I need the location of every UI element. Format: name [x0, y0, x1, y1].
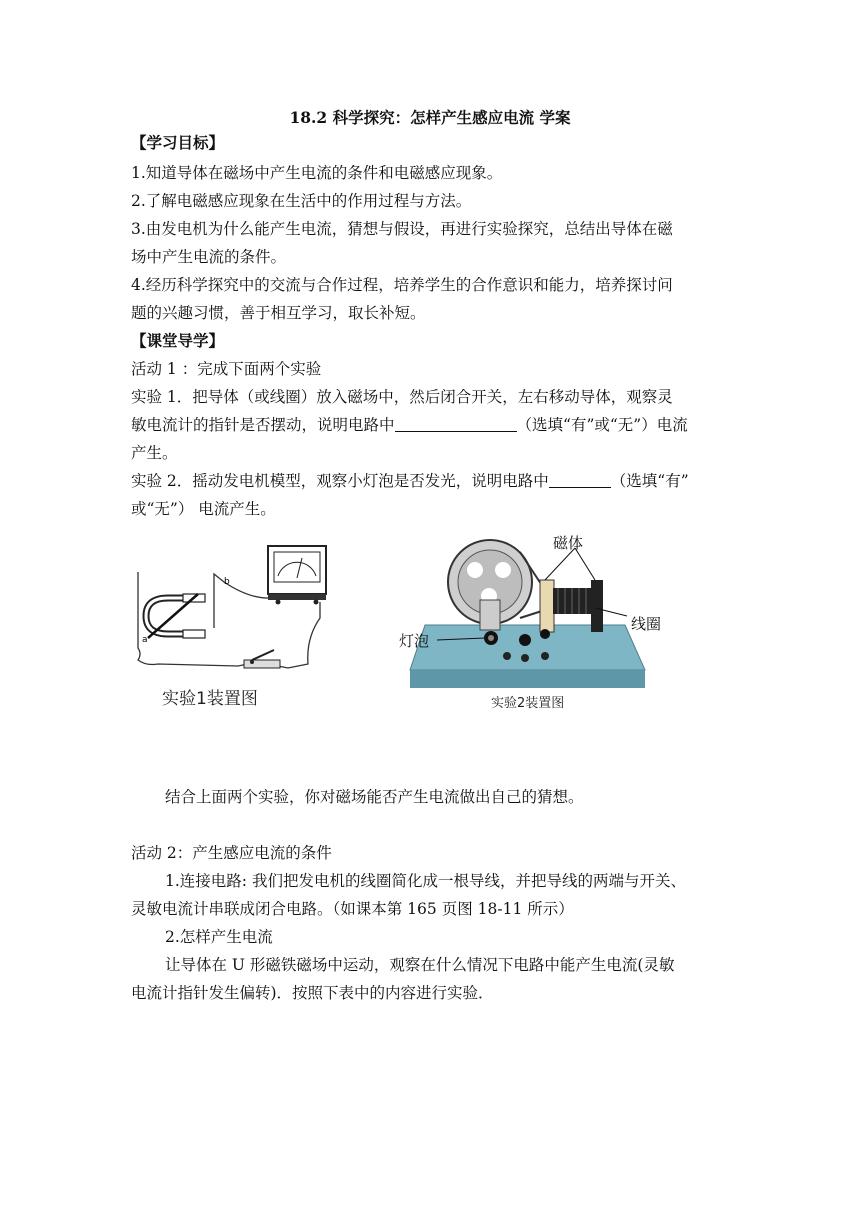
goal-4-line2: 题的兴趣习惯，善于相互学习，取长补短。 [131, 304, 426, 322]
page-title: 18.2 科学探究：怎样产生感应电流 学案 [289, 108, 571, 127]
activity-2-p1-line2: 灵敏电流计串联成闭合电路。（如课本第 165 页图 18-11 所示） [131, 900, 574, 918]
activity-2-p2: 2.怎样产生电流 [165, 928, 273, 946]
experiment-1-answer-blank[interactable] [395, 415, 517, 432]
activity-2-p3-line1: 让导体在 U 形磁铁磁场中运动，观察在什么情况下电路中能产生电流(灵敏 [165, 956, 675, 974]
activity-2-p3-line2: 电流计指针发生偏转)．按照下表中的内容进行实验． [131, 984, 494, 1002]
label-b: b [224, 577, 230, 587]
guess-prompt: 结合上面两个实验，你对磁场能否产生电流做出自己的猜想。 [165, 788, 584, 806]
switch-icon [244, 650, 280, 668]
experiment-2-text-pre: 实验 2．摇动发电机模型，观察小灯泡是否发光，说明电路中 [131, 472, 549, 490]
experiment-1-line2 [131, 414, 731, 436]
goal-2: 2.了解电磁感应现象在生活中的作用过程与方法。 [131, 192, 472, 210]
goal-3-line1: 3.由发电机为什么能产生电流，猜想与假设，再进行实验探究，总结出导体在磁 [131, 220, 673, 238]
learning-goals-heading: 【学习目标】 [131, 133, 225, 152]
bulb-icon [484, 631, 498, 645]
galvanometer-icon [268, 546, 326, 605]
experiment-2-generator-figure [395, 530, 680, 715]
label-a: a [142, 635, 148, 645]
experiment-1-apparatus-figure [128, 538, 338, 718]
experiment-2-line1 [131, 470, 731, 492]
experiment-2-text-post: （选填“有” [610, 472, 689, 490]
figure-1-caption: 实验1装置图 [162, 689, 258, 709]
label-bulb: 灯泡 [399, 632, 430, 650]
experiment-1-line1: 实验 1．把导体（或线圈）放入磁场中，然后闭合开关，左右移动导体，观察灵 [131, 388, 673, 406]
activity-2-p1-line1: 1.连接电路: 我们把发电机的线圈简化成一根导线，并把导线的两端与开关、 [165, 872, 686, 890]
experiment-1-text-post: （选填“有”或“无”）电流 [516, 416, 688, 434]
figure-2-caption: 实验2装置图 [491, 696, 565, 711]
activity-2-title: 活动 2：产生感应电流的条件 [131, 844, 332, 862]
classroom-guide-heading: 【课堂导学】 [131, 331, 225, 350]
wheel-icon [448, 540, 532, 630]
experiment-2-answer-blank[interactable] [549, 471, 611, 488]
label-coil: 线圈 [631, 615, 662, 633]
experiment-1-text-pre: 敏电流计的指针是否摆动，说明电路中 [131, 416, 395, 434]
label-magnet: 磁体 [553, 534, 584, 552]
experiment-1-line3: 产生。 [131, 444, 178, 462]
goal-3-line2: 场中产生电流的条件。 [131, 248, 287, 266]
goal-4-line1: 4.经历科学探究中的交流与合作过程，培养学生的合作意识和能力，培养探讨问 [131, 276, 673, 294]
experiment-2-line2: 或“无”） 电流产生。 [131, 500, 276, 518]
coil-icon [553, 588, 593, 614]
activity-1-title: 活动 1 ：完成下面两个实验 [131, 360, 322, 378]
goal-1: 1.知道导体在磁场中产生电流的条件和电磁感应现象。 [131, 164, 503, 182]
